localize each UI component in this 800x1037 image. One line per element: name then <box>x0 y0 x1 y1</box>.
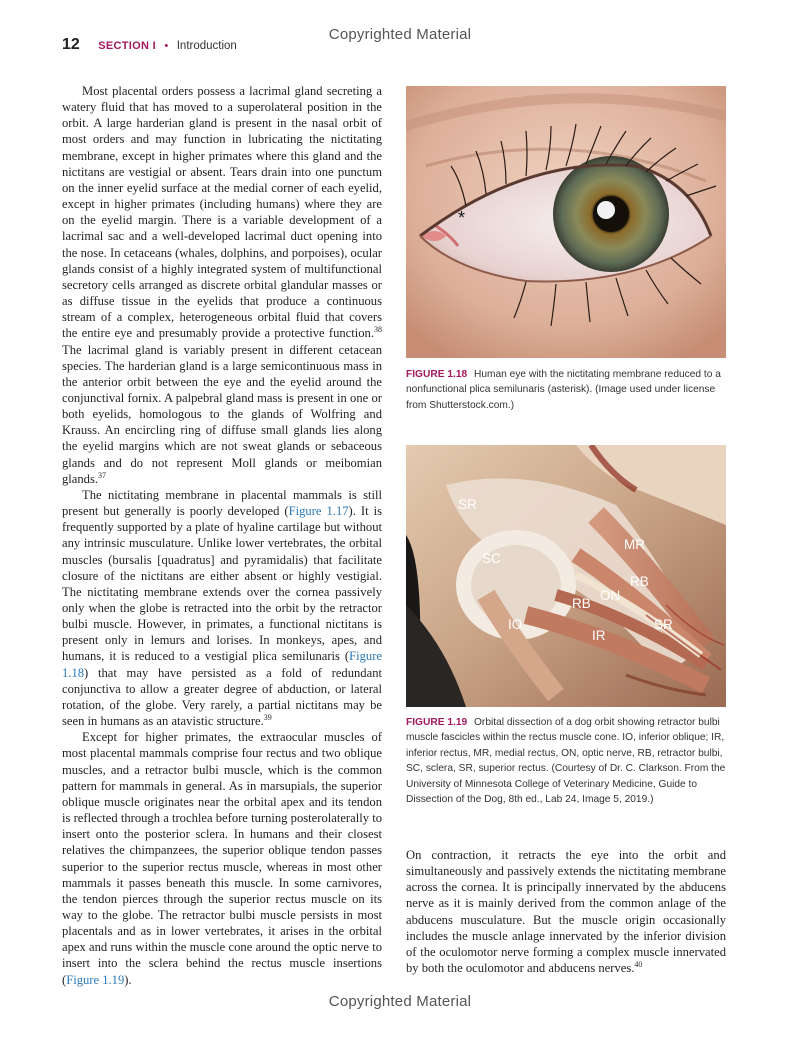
text-run: ) that may have persisted as a fold of redundant conjunctiva to allow a greater degree of abduction, or lateral rotation, of the globe. Very rarely, a partial nictitans may be seen in humans as an atavistic structure. <box>62 665 382 729</box>
paragraph <box>62 729 382 988</box>
left-text-column <box>62 83 382 988</box>
figure-label: FIGURE 1.19 <box>406 717 468 728</box>
label-sr: SR <box>458 497 477 512</box>
paragraph <box>62 487 382 729</box>
citation-superscript: 40 <box>634 959 643 969</box>
figure-reference-link[interactable]: Figure 1.17 <box>288 504 349 519</box>
text-run: Most placental orders possess a lacrimal gland secreting a watery fluid that has moved to a superolateral position in the orbit. A large harderian gland is present in the nasal orbit of most orders and may function in lubricating the nictitating membrane, except in higher primates where this gland and the nictitans are vestigial or absent. Tears drain into one punctum on the inner eyelid surface at the medial corner of each eyelid, except in higher primates (including humans) where they are on the eyelid margin. There is a variable development of a lacrimal sac and a well-developed lacrimal duct opening into the nose. In cetaceans (whales, dolphins, and porpoises), ocular glands consist of a highly integrated system of multifunctional secretory cells arranged as discrete orbital glandular masses or as diffuse tissue in the eyelids that produce a continuous stream of a complex, heterogeneous orbital fluid that covers the entire eye and presumably provide a protective function. <box>62 84 382 341</box>
label-io: IO <box>508 617 523 632</box>
section-title: Introduction <box>176 40 237 52</box>
figure-reference-link[interactable]: Figure 1.19 <box>66 972 125 987</box>
text-run: ). <box>124 972 132 987</box>
page-number: 12 <box>62 36 80 53</box>
figure-1-19-dissection-photo <box>406 445 726 707</box>
citation-superscript: 37 <box>98 470 107 480</box>
label-mr: MR <box>624 537 645 552</box>
watermark-top: Copyrighted Material <box>328 26 472 43</box>
text-run: Except for higher primates, the extraocular muscles of most placental mammals comprise four rectus and two oblique muscles, and a retractor bulbi muscle, which is the common pattern for mammals in general. As in marsupials, the superior oblique muscle originates near the orbital apex and its tendon is reflected through a trochlea before turning posterolaterally to insert onto the posterior sclera. In humans and their closest relatives the chimpanzees, the superior oblique tendon passes superior to the superior rectus muscle, whereas in most other mammals it passes beneath this muscle. In some carnivores, the tendon pierces through the superior rectus muscle on its way to the globe. The retractor bulbi muscle persists in most placentals and as in lower vertebrates, it arises in the orbital apex and runs within the muscle cone around the optic nerve to insert into the sclera behind the rectus muscle insertions ( <box>62 730 382 987</box>
paragraph <box>62 83 382 487</box>
figure-reference-link[interactable]: Figure 1.18 <box>62 649 382 680</box>
figure-1-19-caption <box>406 715 731 807</box>
citation-superscript: 38 <box>374 325 382 335</box>
label-rb-lower: RB <box>572 596 591 611</box>
section-label: SECTION I <box>98 40 156 52</box>
text-run: On contraction, it retracts the eye into the orbit and simultaneously and passively extends the nictitating membrane across the cornea. It is principally innervated by the abducens nerve as it is mainly derived from the common anlage of the abducens musculature. But the muscle origin occasionally includes the muscle anlage innervated by the inferior division of the oculomotor nerve forming a complex muscle innervated by both the oculomotor and abducens nerves. <box>406 848 726 976</box>
plica-marker: * <box>458 208 466 228</box>
caption-text: Orbital dissection of a dog orbit showing retractor bulbi muscle fascicles within the rectus muscle cone. IO, inferior oblique; IR, inferior rectus, MR, medial rectus, ON, optic nerve, RB, retractor bulbi, SC, sclera, SR, superior rectus. (Courtesy of Dr. C. Clarkson. From the University of Minnesota College of Veterinary Medicine, Guide to Dissection of the Dog, 8th ed., Lab 24, Image 5, 2019.) <box>406 717 726 806</box>
right-text-column <box>406 847 726 976</box>
figure-1-18-caption <box>406 367 731 413</box>
text-run: ). It is frequently supported by a plate of hyaline cartilage but without any intrinsic musculature. Unlike lower vertebrates, the orbital muscles (bursalis [quadratus] and pyramidalis) that facilitate closure of the nictitans are either absent or highly vestigial. The nictitating membrane extends over the cornea passively only when the globe is retracted into the orbit by the retractor bulbi muscle. However, in primates, a functional nictitans is present only in lemurs and lorises. In monkeys, apes, and humans, it is reduced to a vestigial plica semilunaris ( <box>62 504 383 664</box>
caption-text: Human eye with the nictitating membrane reduced to a nonfunctional plica semilunaris (asterisk). (Image used under license from Shutterstock.com.) <box>406 369 721 411</box>
header-bullet: • <box>164 40 169 52</box>
text-run: The nictitating membrane in placental mammals is still present but generally is poorly developed ( <box>62 487 382 519</box>
label-sc: SC <box>482 551 501 566</box>
figure-label: FIGURE 1.18 <box>406 369 468 380</box>
label-ir: IR <box>592 628 606 643</box>
citation-superscript: 39 <box>263 712 272 722</box>
running-header <box>62 36 237 54</box>
label-on: ON <box>600 588 621 603</box>
label-sr-lower: SR <box>654 617 673 632</box>
watermark-bottom: Copyrighted Material <box>328 993 472 1010</box>
figure-1-18-eye-photo <box>406 86 726 358</box>
label-rb: RB <box>630 574 649 589</box>
paragraph <box>406 847 726 976</box>
text-run: The lacrimal gland is variably present in different cetacean species. The harderian gland is a large semicontinuous mass in the anterior orbit between the eye and the eyelid around the conjunctival fornix. A palpebral gland mass is present in one or both eyelids, homologous to the glands of Wolfring and Krauss. An encircling ring of diffuse small glands lies along the eyelid margins which are not sweat glands or sebaceous glands and do not represent Moll glands or meibomian glands. <box>62 342 382 486</box>
